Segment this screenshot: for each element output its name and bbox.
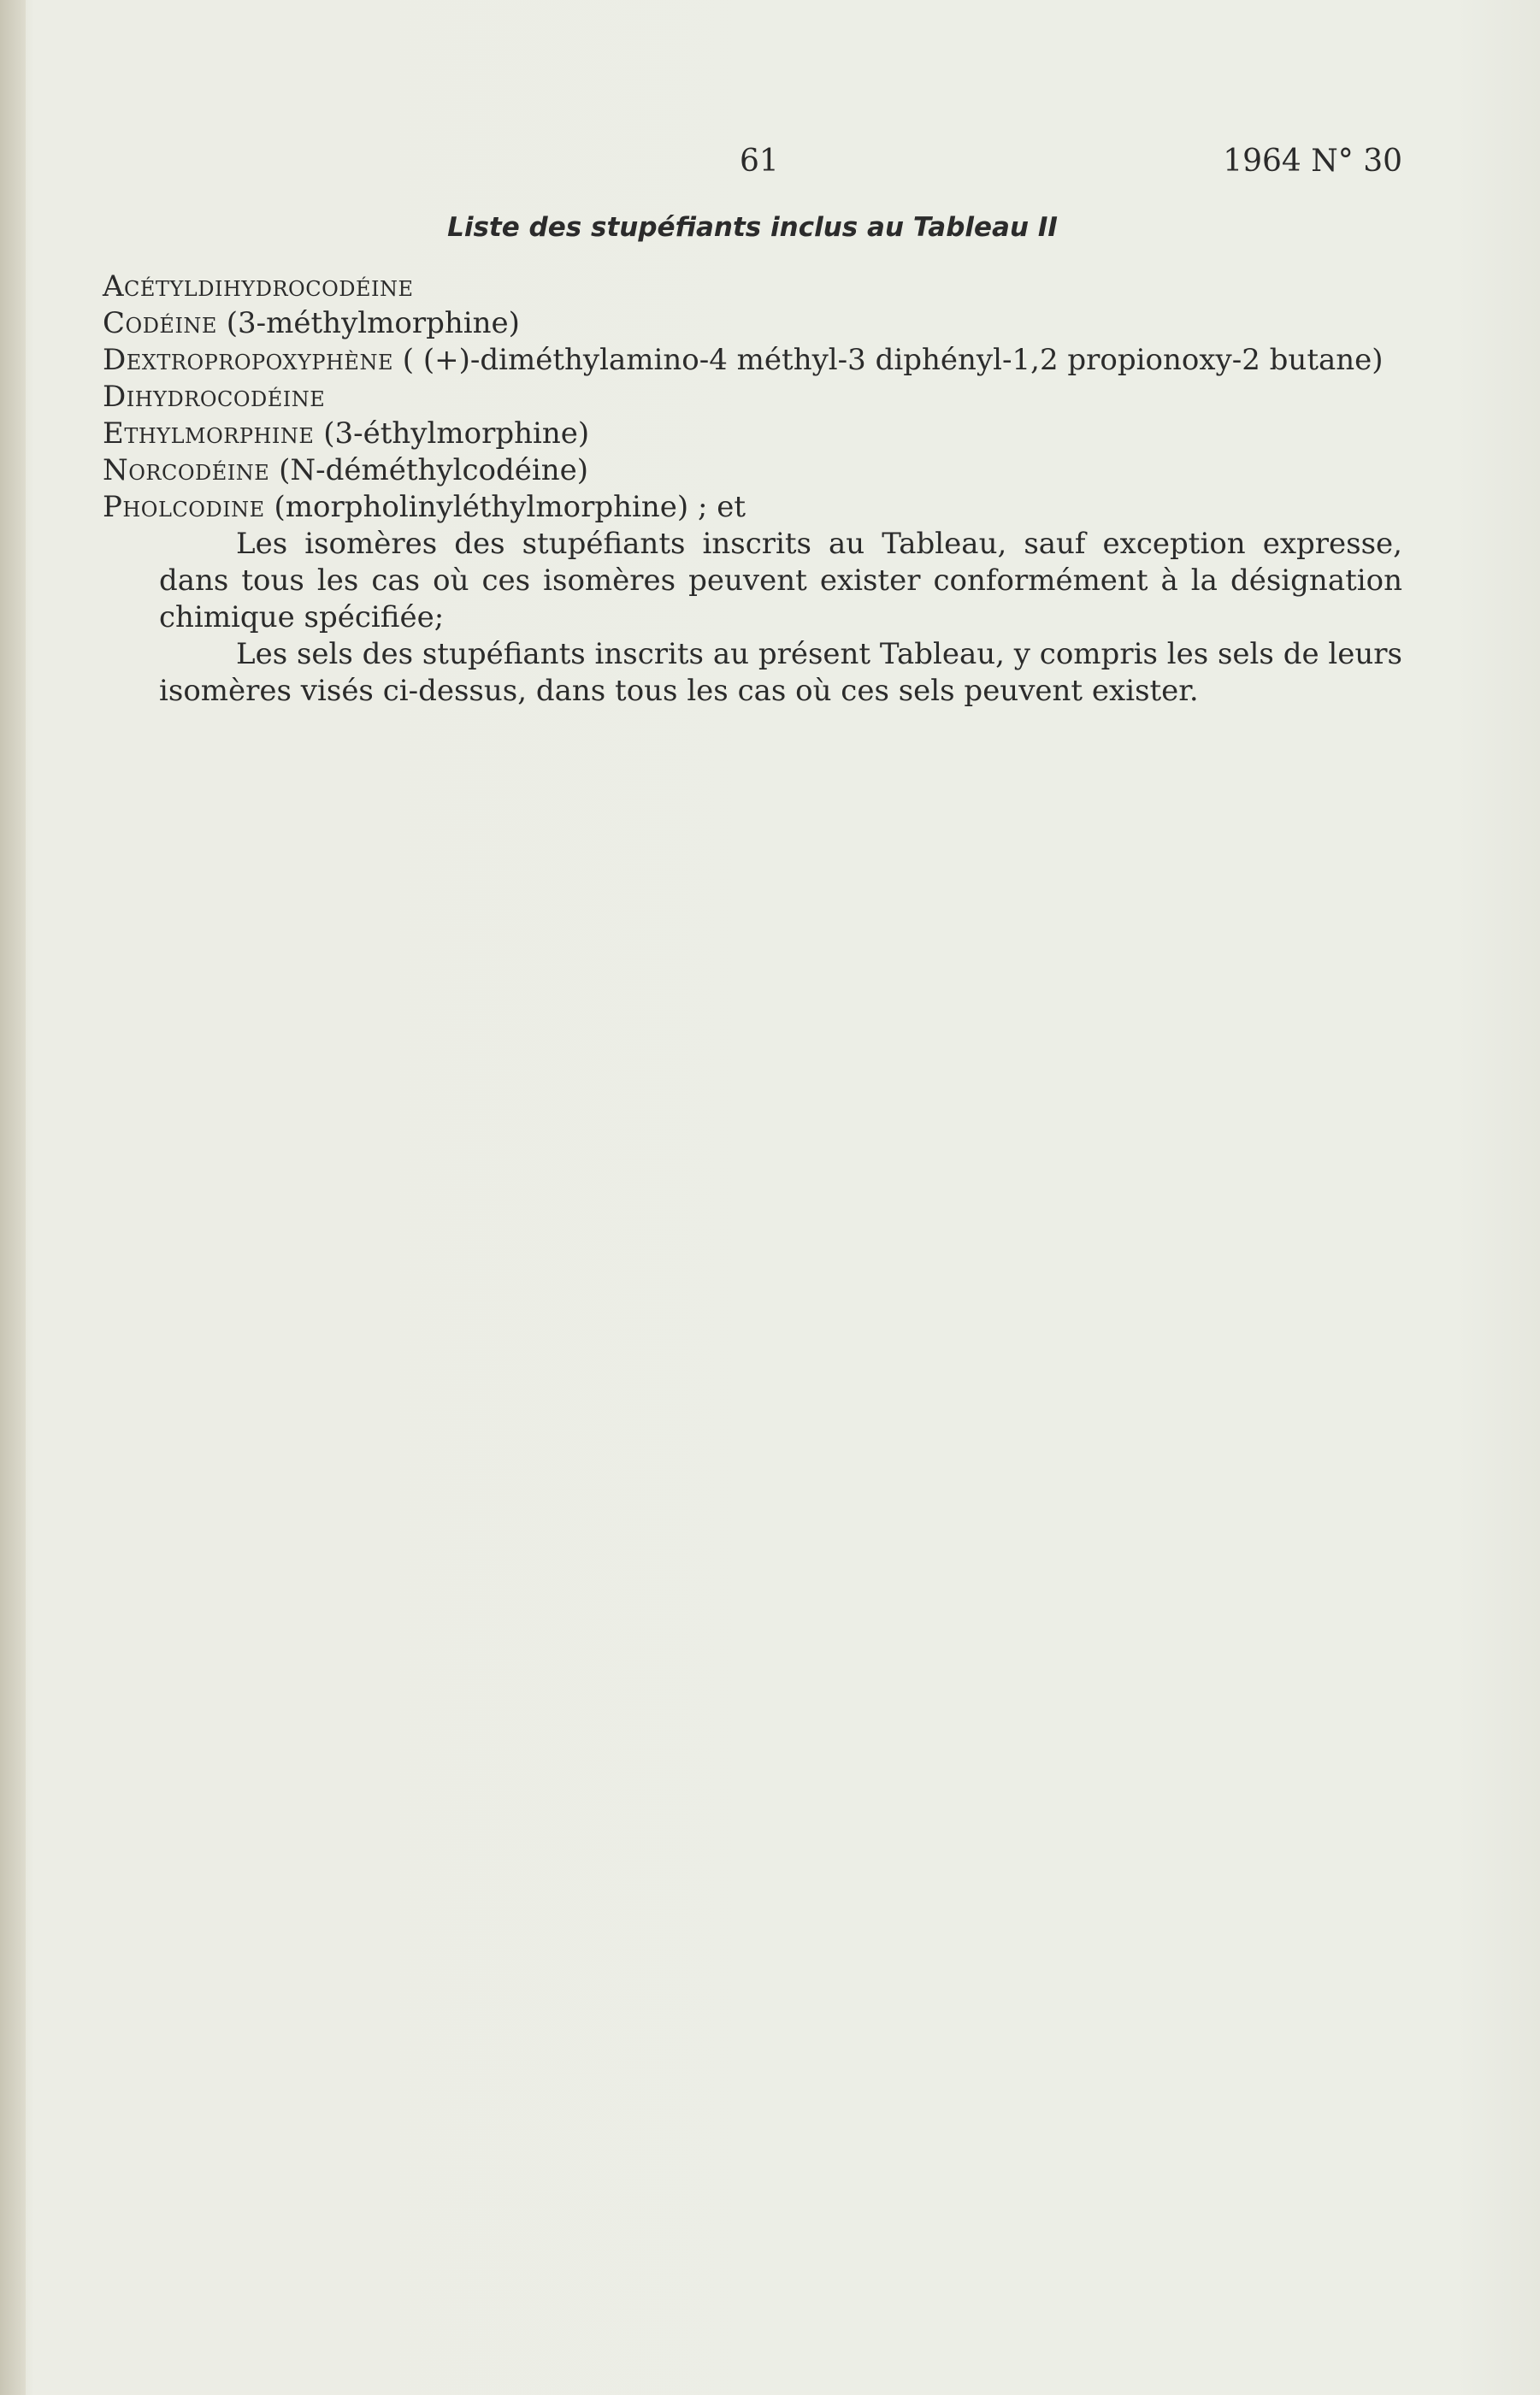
list-item	[103, 489, 1402, 526]
list-item	[103, 305, 1402, 342]
drug-list	[103, 268, 1402, 710]
drug-name: Acétyldihydrocodéine	[103, 269, 414, 304]
drug-note: ( (+)-diméthylamino-4 méthyl-3 diphényl-1,2 propionoxy-2 butane)	[392, 343, 1384, 377]
drug-note: (morpholinyléthylmorphine) ; et	[264, 490, 746, 524]
list-item	[103, 416, 1402, 452]
list-title: Liste des stupéfiants inclus au Tableau II	[447, 212, 1058, 243]
drug-note: (3-méthylmorphine)	[216, 306, 520, 340]
drug-note: (N-déméthylcodéine)	[269, 453, 589, 487]
list-item	[103, 379, 1402, 416]
drug-name: Dextropropoxyphène	[103, 343, 393, 377]
list-item	[103, 452, 1402, 489]
drug-name: Norcodéine	[103, 453, 270, 487]
drug-name: Dihydrocodéine	[103, 380, 326, 414]
issue-number: 1964 N° 30	[1223, 144, 1402, 179]
list-item	[103, 342, 1402, 379]
isomers-paragraph: Les isomères des stupéfiants inscrits au Tableau, sauf exception expresse, dans tous les cas où ces isomères peuvent exister conformément à la désignation chimique spécifiée;	[159, 527, 1402, 634]
page-binding-edge	[0, 0, 26, 2395]
page-header	[103, 144, 1402, 186]
salts-paragraph: Les sels des stupéfiants inscrits au présent Tableau, y compris les sels de leurs isomères visés ci-dessus, dans tous les cas où ces sels peuvent exister.	[159, 637, 1402, 708]
drug-note: (3-éthylmorphine)	[314, 416, 590, 451]
list-item	[103, 268, 1402, 305]
drug-name: Codéine	[103, 306, 217, 340]
drug-name: Pholcodine	[103, 490, 265, 524]
page-number: 61	[740, 144, 779, 179]
drug-name: Ethylmorphine	[103, 416, 315, 451]
